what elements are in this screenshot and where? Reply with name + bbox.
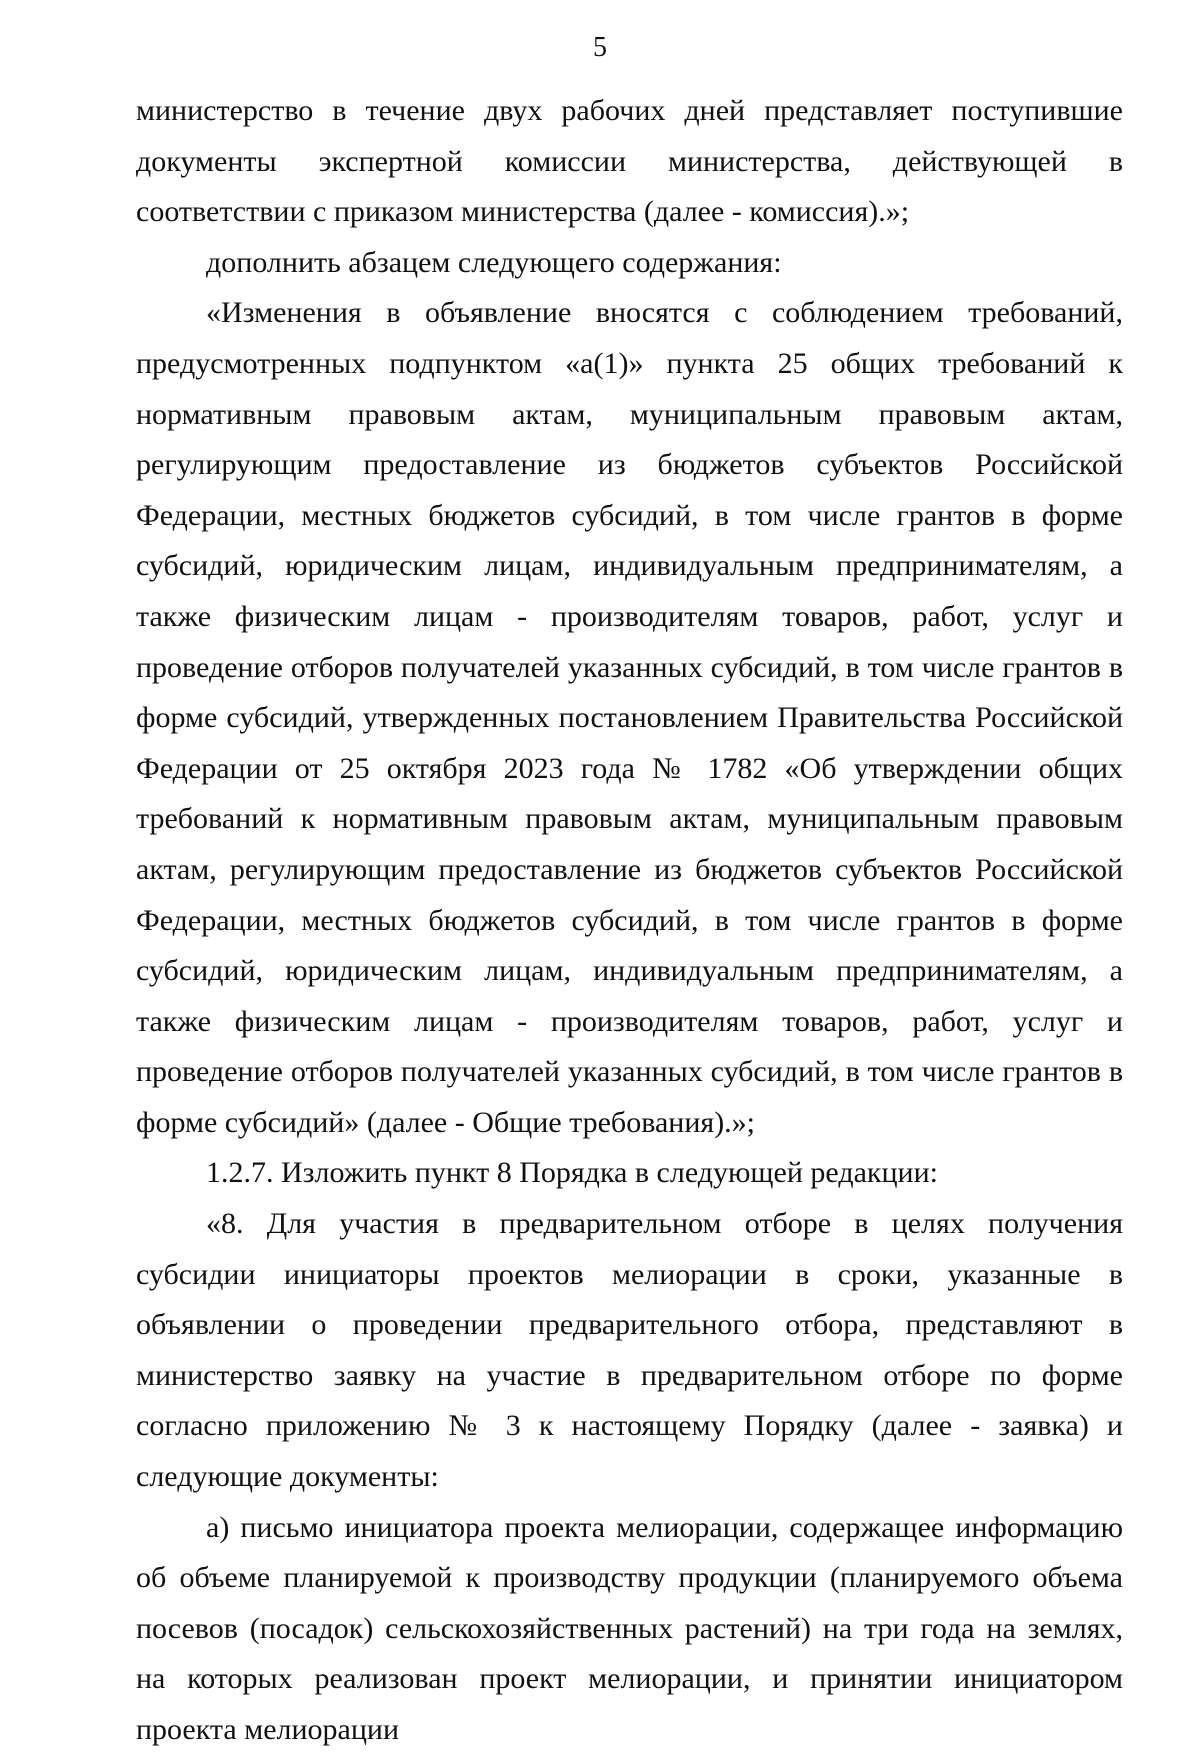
paragraph-3: «Изменения в объявление вносятся с соблюдением требований, предусмотренных подпунктом «а(1)» пункта 25 общих требований к нормативным правовым актам, муниципальным правовым актам, регулирующим предоставление из бюджетов субъектов Российской Федерации, местных бюджетов субсидий, в том числе грантов в форме субсидий, юридическим лицам, индивидуальным предпринимателям, а также физическим лицам - производителям товаров, работ, услуг и проведение отборов получателей указанных субсидий, в том числе грантов в форме субсидий, утвержденных постановлением Правительства Российской Федерации от 25 октября 2023 года № 1782 «Об утверждении общих требований к нормативным правовым актам, муниципальным правовым актам, регулирующим предоставление из бюджетов субъектов Российской Федерации, местных бюджетов субсидий, в том числе грантов в форме субсидий, юридическим лицам, индивидуальным предпринимателям, а также физическим лицам - производителям товаров, работ, услуг и проведение отборов получателей указанных субсидий, в том числе грантов в форме субсидий» (далее - Общие требования).»; [136, 296, 1123, 1139]
paragraph-4: 1.2.7. Изложить пункт 8 Порядка в следующей редакции: [206, 1156, 938, 1190]
paragraph-5: «8. Для участия в предварительном отборе в целях получения субсидии инициаторы проектов мелиорации в сроки, указанные в объявлении о проведении предварительного отбора, представляют в министерство заявку на участие в предварительном отборе по форме согласно приложению № 3 к настоящему Порядку (далее - заявка) и следующие документы: [136, 1207, 1123, 1494]
paragraph-6: а) письмо инициатора проекта мелиорации, содержащее информацию об объеме планируемой к производству продукции (планируемого объема посевов (посадок) сельскохозяйственных растений) на три года на землях, на которых реализован проект мелиорации, и принятии инициатором проекта мелиорации [136, 1510, 1123, 1746]
paragraph-2: дополнить абзацем следующего содержания: [206, 245, 782, 279]
page-number: 5 [593, 32, 607, 63]
paragraph-1: министерство в течение двух рабочих дней представляет поступившие документы экспертной комиссии министерства, действующей в соответствии с приказом министерства (далее - комиссия).»; [136, 94, 1123, 229]
document-body [136, 86, 1123, 1756]
